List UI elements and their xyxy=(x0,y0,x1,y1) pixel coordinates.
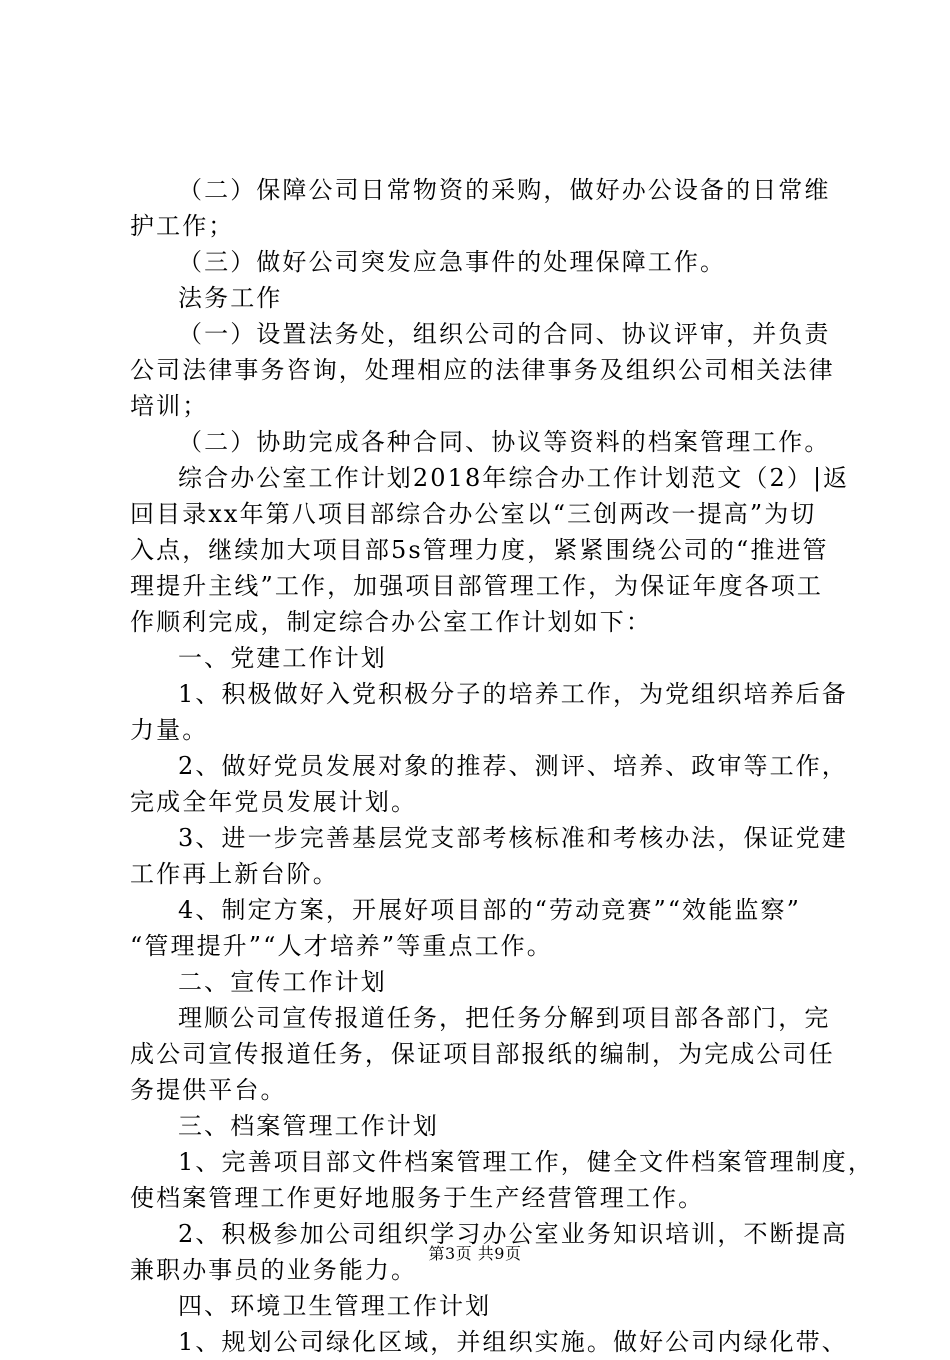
document-body xyxy=(130,172,874,1360)
text-line: 3、进一步完善基层党支部考核标准和考核办法，保证党建 xyxy=(178,824,848,852)
text-line: 1、积极做好入党积极分子的培养工作，为党组织培养后备 xyxy=(178,680,848,708)
text-line: 2、积极参加公司组织学习办公室业务知识培训，不断提高 xyxy=(178,1220,848,1248)
text-line: （三）做好公司突发应急事件的处理保障工作。 xyxy=(178,248,727,276)
text-line: 理提升主线”工作，加强项目部管理工作，为保证年度各项工 xyxy=(130,572,823,600)
text-line: 一、党建工作计划 xyxy=(178,644,387,672)
text-line: 作顺利完成，制定综合办公室工作计划如下： xyxy=(130,608,652,636)
text-line: 完成全年党员发展计划。 xyxy=(130,788,418,816)
text-line: 力量。 xyxy=(130,716,209,744)
text-line: 工作再上新台阶。 xyxy=(130,860,339,888)
text-line: 理顺公司宣传报道任务，把任务分解到项目部各部门，完 xyxy=(178,1004,831,1032)
text-line: （二）协助完成各种合同、协议等资料的档案管理工作。 xyxy=(178,428,831,456)
text-line: 综合办公室工作计划2018年综合办工作计划范文（2）|返 xyxy=(178,464,850,492)
text-line: 公司法律事务咨询，处理相应的法律事务及组织公司相关法律 xyxy=(130,356,835,384)
text-line: 4、制定方案，开展好项目部的“劳动竞赛”“效能监察” xyxy=(178,896,801,924)
page-footer: 第3页 共9页 xyxy=(428,1244,522,1263)
text-line: （二）保障公司日常物资的采购，做好办公设备的日常维 xyxy=(178,176,831,204)
text-line: 回目录xx年第八项目部综合办公室以“三创两改一提高”为切 xyxy=(130,500,817,528)
text-line: 务提供平台。 xyxy=(130,1076,287,1104)
text-line: 法务工作 xyxy=(178,284,283,312)
text-line: 使档案管理工作更好地服务于生产经营管理工作。 xyxy=(130,1184,705,1212)
text-line: 培训； xyxy=(130,392,209,420)
text-line: 二、宣传工作计划 xyxy=(178,968,387,996)
text-line: 2、做好党员发展对象的推荐、测评、培养、政审等工作， xyxy=(178,752,848,780)
text-line: 护工作； xyxy=(130,212,235,240)
text-line: 1、完善项目部文件档案管理工作，健全文件档案管理制度， xyxy=(178,1148,874,1176)
text-line: 成公司宣传报道任务，保证项目部报纸的编制，为完成公司任 xyxy=(130,1040,835,1068)
text-line: 1、规划公司绿化区域，并组织实施。做好公司内绿化带、 xyxy=(178,1328,848,1356)
text-line: “管理提升”“人才培养”等重点工作。 xyxy=(130,932,553,960)
text-line: （一）设置法务处，组织公司的合同、协议评审，并负责 xyxy=(178,320,831,348)
text-line: 兼职办事员的业务能力。 xyxy=(130,1256,418,1284)
text-line: 四、环境卫生管理工作计划 xyxy=(178,1292,492,1320)
text-line: 三、档案管理工作计划 xyxy=(178,1112,439,1140)
text-line: 入点，继续加大项目部5s管理力度，紧紧围绕公司的“推进管 xyxy=(130,536,829,564)
